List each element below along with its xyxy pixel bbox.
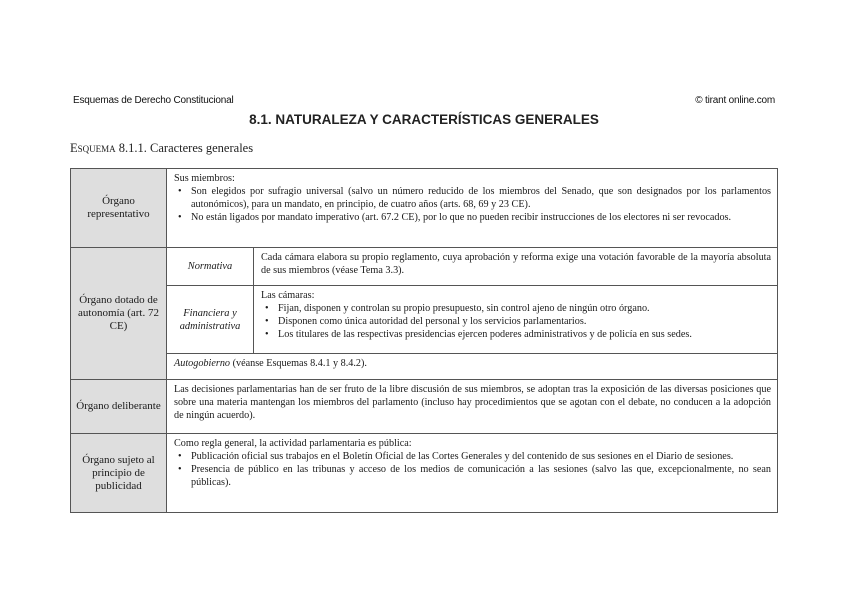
list-item: • Los titulares de las respectivas presidencias ejercen poderes administrativos y de policía en sus sedes. <box>261 328 771 341</box>
list-item: • Presencia de público en las tribunas y acceso de los medios de comunicación a las sesiones (salvo las que, excepcionalmente, no sean públicas). <box>174 463 771 489</box>
content-cell <box>167 354 778 380</box>
page-title: 8.1. NATURALEZA Y CARACTERÍSTICAS GENERALES <box>249 112 599 127</box>
content-cell <box>167 169 778 248</box>
scheme-caption-text: 8.1.1. Caracteres generales <box>115 141 254 155</box>
characteristics-table <box>70 168 778 513</box>
list-item: • Son elegidos por sufragio universal (salvo un número reducido de los miembros del Senado, que son designados por los parlamentos autonómicos), para un mandato, en principio, de cuatro años (arts. 68, 69 y 23 CE). <box>174 185 771 211</box>
category-cell: Órgano dotado de autonomía (art. 72 CE) <box>71 248 167 380</box>
content-cell: Las decisiones parlamentarias han de ser fruto de la libre discusión de sus miembros, se adoptan tras la exposición de las diversas posiciones que sobre una materia mantengan los miembros del parlamento (incluso hay procedimientos que se agotan con el debate, no conducen a la adopción de ningún acuerdo). <box>167 380 778 434</box>
table-row <box>71 380 778 434</box>
table-row <box>71 286 778 354</box>
category-cell: Órgano representativo <box>71 169 167 248</box>
list-item: • Disponen como única autoridad del personal y los servicios parlamentarios. <box>261 315 771 328</box>
cell-intro: Las cámaras: <box>261 290 315 301</box>
cell-intro: Sus miembros: <box>174 173 235 184</box>
cell-intro: Como regla general, la actividad parlamentaria es pública: <box>174 438 412 449</box>
table-row <box>71 354 778 380</box>
subcategory-cell: Financiera y administrativa <box>167 286 254 354</box>
autogobierno-text: (véanse Esquemas 8.4.1 y 8.4.2). <box>230 358 367 369</box>
list-item: • Fijan, disponen y controlan su propio presupuesto, sin control ajeno de ningún otro órgano. <box>261 302 771 315</box>
scheme-caption <box>70 141 253 156</box>
content-cell <box>254 286 778 354</box>
list-item: • No están ligados por mandato imperativo (art. 67.2 CE), por lo que no pueden recibir instrucciones de los electores ni ser revocados. <box>174 211 771 224</box>
category-cell: Órgano sujeto al principio de publicidad <box>71 434 167 513</box>
subcategory-cell: Normativa <box>167 248 254 286</box>
list-item: • Publicación oficial sus trabajos en el Boletín Oficial de las Cortes Generales y del contenido de sus sesiones en el Diario de sesiones. <box>174 450 771 463</box>
running-header-left: Esquemas de Derecho Constitucional <box>73 95 234 106</box>
category-cell: Órgano deliberante <box>71 380 167 434</box>
table-row <box>71 169 778 248</box>
content-cell: Cada cámara elabora su propio reglamento, cuya aprobación y reforma exige una votación favorable de la mayoría absoluta de sus miembros (véase Tema 3.3). <box>254 248 778 286</box>
table-row <box>71 434 778 513</box>
running-header-right: © tirant online.com <box>695 95 775 106</box>
autogobierno-label: Autogobierno <box>174 358 231 369</box>
scheme-caption-prefix: Esquema <box>70 141 116 155</box>
content-cell <box>167 434 778 513</box>
table-row <box>71 248 778 286</box>
